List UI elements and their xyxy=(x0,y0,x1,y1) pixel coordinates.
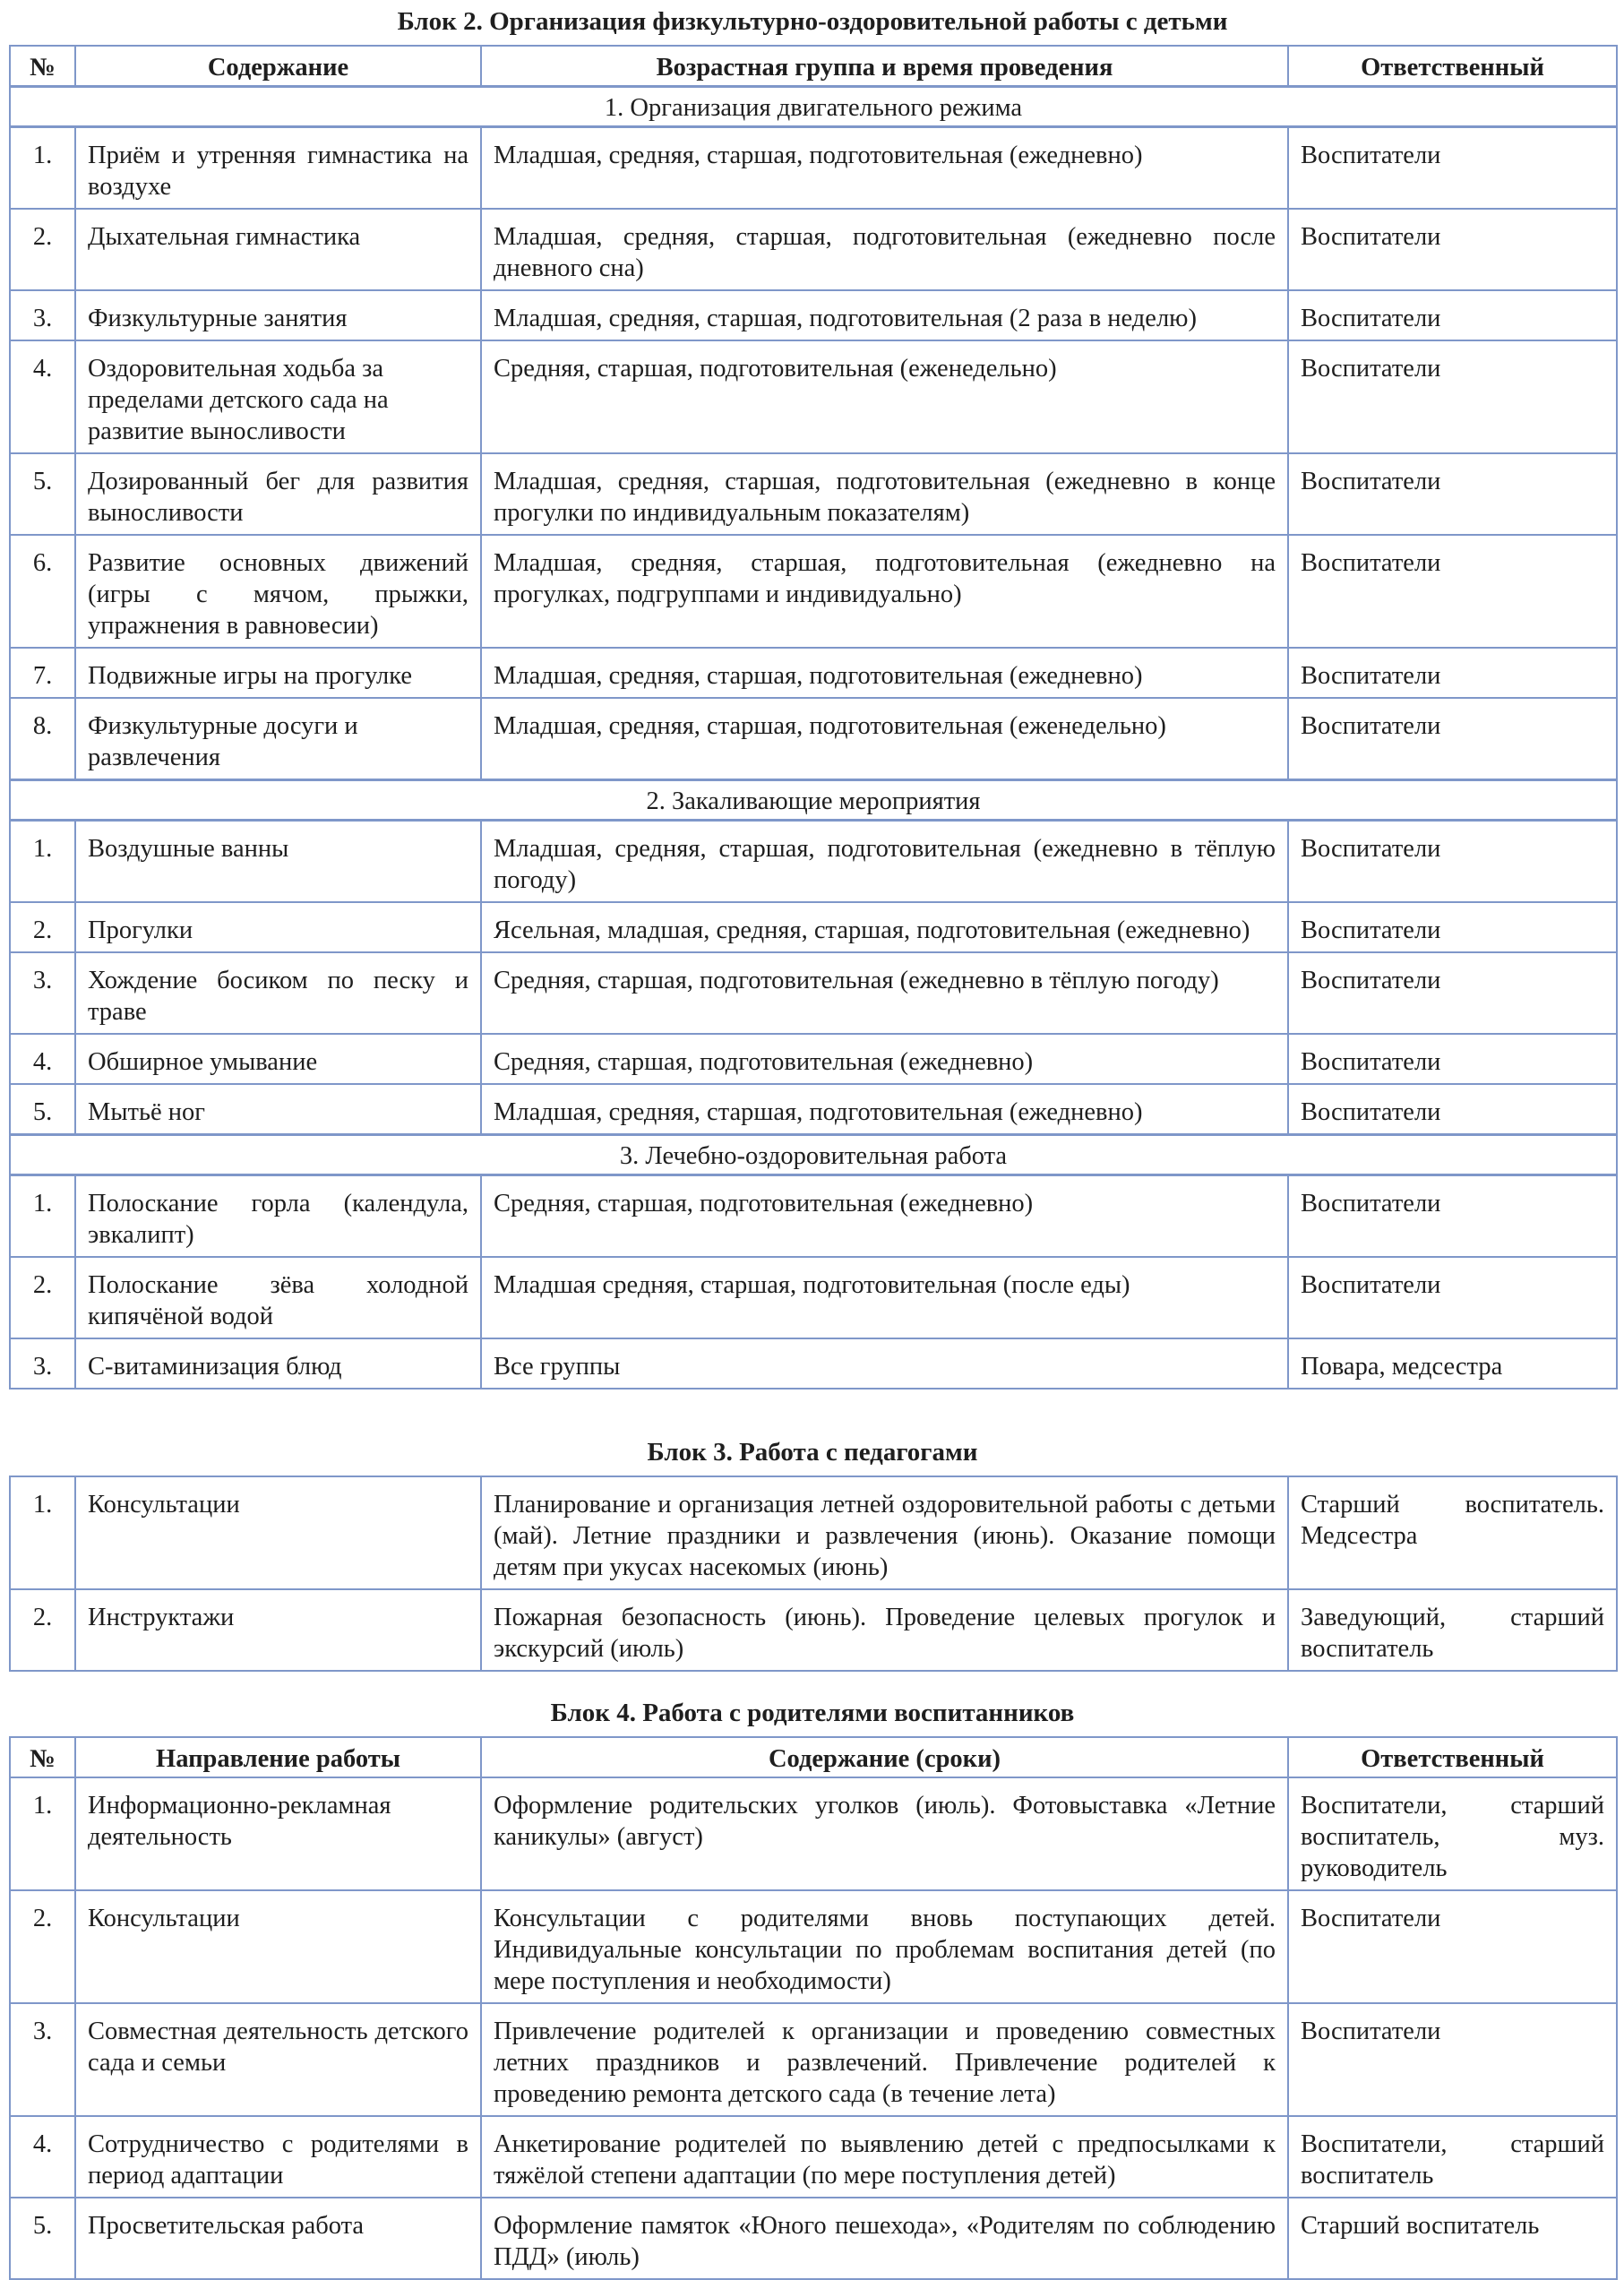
header-responsible: Ответственный xyxy=(1288,46,1617,87)
table-row xyxy=(10,340,1617,453)
row-age-group: Младшая, средняя, старшая, подготовительная (еженедельно) xyxy=(481,698,1288,780)
table-row xyxy=(10,1476,1617,1589)
row-content: Анкетирование родителей по выявлению детей с предпосылками к тяжёлой степени адаптации (по мере поступления детей) xyxy=(481,2116,1288,2198)
row-number: 4. xyxy=(10,340,75,453)
row-responsible: Воспитатели xyxy=(1288,698,1617,780)
row-number: 6. xyxy=(10,535,75,648)
table-row xyxy=(10,1175,1617,1258)
row-age-group: Младшая средняя, старшая, подготовительная (после еды) xyxy=(481,1257,1288,1338)
row-responsible: Воспитатели xyxy=(1288,1175,1617,1258)
row-content: Обширное умывание xyxy=(75,1034,481,1084)
row-responsible: Воспитатели xyxy=(1288,1084,1617,1135)
row-content: Оздоровительная ходьба за пределами детского сада на развитие выносливости xyxy=(75,340,481,453)
section-row xyxy=(10,87,1617,127)
row-number: 2. xyxy=(10,1890,75,2003)
row-content: Приём и утренняя гимнастика на воздухе xyxy=(75,127,481,210)
header-content-terms: Содержание (сроки) xyxy=(481,1737,1288,1777)
row-age-group: Младшая, средняя, старшая, подготовительная (ежедневно в конце прогулки по индивидуальным показателям) xyxy=(481,453,1288,535)
row-number: 2. xyxy=(10,902,75,952)
row-age-group: Младшая, средняя, старшая, подготовительная (ежедневно) xyxy=(481,127,1288,210)
section-row xyxy=(10,1135,1617,1175)
block4-table xyxy=(9,1736,1618,2280)
row-content: Мытьё ног xyxy=(75,1084,481,1135)
section-title: 3. Лечебно-оздоровительная работа xyxy=(10,1135,1617,1175)
table-row xyxy=(10,453,1617,535)
row-number: 4. xyxy=(10,2116,75,2198)
row-age-group: Средняя, старшая, подготовительная (ежедневно) xyxy=(481,1034,1288,1084)
table-row xyxy=(10,698,1617,780)
row-responsible: Воспитатели xyxy=(1288,1034,1617,1084)
table-row xyxy=(10,648,1617,698)
table-row xyxy=(10,290,1617,340)
table-row xyxy=(10,2003,1617,2116)
row-responsible: Воспитатели xyxy=(1288,127,1617,210)
row-age-group: Средняя, старшая, подготовительная (ежедневно в тёплую погоду) xyxy=(481,952,1288,1034)
table-row xyxy=(10,1084,1617,1135)
table-row xyxy=(10,821,1617,903)
table-row xyxy=(10,1338,1617,1389)
row-responsible: Старший воспитатель xyxy=(1288,2198,1617,2279)
row-number: 5. xyxy=(10,2198,75,2279)
row-responsible: Воспитатели xyxy=(1288,1890,1617,2003)
row-number: 1. xyxy=(10,127,75,210)
row-direction: Информационно-рекламная деятельность xyxy=(75,1777,481,1890)
row-direction: Совместная деятельность детского сада и семьи xyxy=(75,2003,481,2116)
row-responsible: Воспитатели xyxy=(1288,902,1617,952)
row-number: 3. xyxy=(10,2003,75,2116)
row-number: 2. xyxy=(10,1257,75,1338)
table-row xyxy=(10,1890,1617,2003)
row-number: 1. xyxy=(10,1476,75,1589)
row-responsible: Воспитатели xyxy=(1288,952,1617,1034)
row-responsible: Воспитатели xyxy=(1288,209,1617,290)
row-age-group: Младшая, средняя, старшая, подготовительная (ежедневно) xyxy=(481,648,1288,698)
row-responsible: Воспитатели xyxy=(1288,2003,1617,2116)
table-row xyxy=(10,952,1617,1034)
row-number: 3. xyxy=(10,1338,75,1389)
row-number: 1. xyxy=(10,1777,75,1890)
row-content: Привлечение родителей к организации и проведению совместных летних праздников и развлечений. Привлечение родителей к проведению ремонта детского сада (в течение лета) xyxy=(481,2003,1288,2116)
row-number: 2. xyxy=(10,1589,75,1671)
row-content: Физкультурные досуги и развлечения xyxy=(75,698,481,780)
row-responsible: Воспитатели xyxy=(1288,821,1617,903)
row-age-group: Младшая, средняя, старшая, подготовительная (ежедневно) xyxy=(481,1084,1288,1135)
row-content: Консультации xyxy=(75,1476,481,1589)
row-content: Инструктажи xyxy=(75,1589,481,1671)
row-content: Хождение босиком по песку и траве xyxy=(75,952,481,1034)
block4-title: Блок 4. Работа с родителями воспитанников xyxy=(550,1699,1075,1727)
row-number: 4. xyxy=(10,1034,75,1084)
row-content: Физкультурные занятия xyxy=(75,290,481,340)
table-row xyxy=(10,1034,1617,1084)
row-direction: Просветительская работа xyxy=(75,2198,481,2279)
row-content: Консультации с родителями вновь поступающих детей. Индивидуальные консультации по проблемам воспитания детей (по мере поступления и необходимости) xyxy=(481,1890,1288,2003)
row-number: 3. xyxy=(10,952,75,1034)
header-direction: Направление работы xyxy=(75,1737,481,1777)
row-responsible: Воспитатели xyxy=(1288,535,1617,648)
table-header-row xyxy=(10,1737,1617,1777)
row-age-group: Средняя, старшая, подготовительная (еженедельно) xyxy=(481,340,1288,453)
table-row xyxy=(10,535,1617,648)
table-row xyxy=(10,127,1617,210)
row-responsible: Воспитатели, старший воспитатель, муз. руководитель xyxy=(1288,1777,1617,1890)
header-number: № xyxy=(10,46,75,87)
row-responsible: Старший воспитатель. Медсестра xyxy=(1288,1476,1617,1589)
row-responsible: Воспитатели xyxy=(1288,1257,1617,1338)
row-responsible: Воспитатели xyxy=(1288,648,1617,698)
block2-table xyxy=(9,45,1618,1390)
row-age-group: Младшая, средняя, старшая, подготовительная (ежедневно после дневного сна) xyxy=(481,209,1288,290)
table-row xyxy=(10,209,1617,290)
row-content: Дыхательная гимнастика xyxy=(75,209,481,290)
row-content: Воздушные ванны xyxy=(75,821,481,903)
table-row xyxy=(10,1257,1617,1338)
row-number: 2. xyxy=(10,209,75,290)
row-number: 7. xyxy=(10,648,75,698)
row-number: 5. xyxy=(10,453,75,535)
section-title: 2. Закаливающие мероприятия xyxy=(10,780,1617,821)
row-details: Планирование и организация летней оздоровительной работы с детьми (май). Летние праздники и развлечения (июнь). Оказание помощи детям при укусах насекомых (июнь) xyxy=(481,1476,1288,1589)
row-number: 8. xyxy=(10,698,75,780)
row-content: Подвижные игры на прогулке xyxy=(75,648,481,698)
row-age-group: Младшая, средняя, старшая, подготовительная (ежедневно на прогулках, подгруппами и индивидуально) xyxy=(481,535,1288,648)
block3-table xyxy=(9,1476,1618,1672)
row-details: Пожарная безопасность (июнь). Проведение целевых прогулок и экскурсий (июль) xyxy=(481,1589,1288,1671)
header-content: Содержание xyxy=(75,46,481,87)
table-row xyxy=(10,2198,1617,2279)
row-direction: Консультации xyxy=(75,1890,481,2003)
row-age-group: Младшая, средняя, старшая, подготовительная (2 раза в неделю) xyxy=(481,290,1288,340)
row-responsible: Воспитатели xyxy=(1288,453,1617,535)
row-responsible: Заведующий, старший воспитатель xyxy=(1288,1589,1617,1671)
table-row xyxy=(10,1589,1617,1671)
row-age-group: Младшая, средняя, старшая, подготовительная (ежедневно в тёплую погоду) xyxy=(481,821,1288,903)
row-number: 1. xyxy=(10,821,75,903)
block2-title: Блок 2. Организация физкультурно-оздоровительной работы с детьми xyxy=(397,7,1228,36)
table-row xyxy=(10,1777,1617,1890)
row-content: Дозированный бег для развития выносливости xyxy=(75,453,481,535)
header-responsible: Ответственный xyxy=(1288,1737,1617,1777)
section-row xyxy=(10,780,1617,821)
header-age-group-time: Возрастная группа и время проведения xyxy=(481,46,1288,87)
row-content: Оформление родительских уголков (июль). Фотовыставка «Летние каникулы» (август) xyxy=(481,1777,1288,1890)
row-responsible: Повара, медсестра xyxy=(1288,1338,1617,1389)
row-direction: Сотрудничество с родителями в период адаптации xyxy=(75,2116,481,2198)
row-content: Прогулки xyxy=(75,902,481,952)
row-responsible: Воспитатели, старший воспитатель xyxy=(1288,2116,1617,2198)
row-content: С-витаминизация блюд xyxy=(75,1338,481,1389)
document-page xyxy=(9,0,1616,2280)
row-age-group: Средняя, старшая, подготовительная (ежедневно) xyxy=(481,1175,1288,1258)
row-number: 1. xyxy=(10,1175,75,1258)
row-responsible: Воспитатели xyxy=(1288,290,1617,340)
table-row xyxy=(10,2116,1617,2198)
row-number: 3. xyxy=(10,290,75,340)
row-content: Полоскание зёва холодной кипячёной водой xyxy=(75,1257,481,1338)
row-age-group: Все группы xyxy=(481,1338,1288,1389)
row-content: Развитие основных движений (игры с мячом, прыжки, упражнения в равновесии) xyxy=(75,535,481,648)
row-responsible: Воспитатели xyxy=(1288,340,1617,453)
block3-title: Блок 3. Работа с педагогами xyxy=(647,1438,978,1467)
header-number: № xyxy=(10,1737,75,1777)
row-age-group: Ясельная, младшая, средняя, старшая, подготовительная (ежедневно) xyxy=(481,902,1288,952)
row-content: Полоскание горла (календула, эвкалипт) xyxy=(75,1175,481,1258)
section-title: 1. Организация двигательного режима xyxy=(10,87,1617,127)
row-content: Оформление памяток «Юного пешехода», «Родителям по соблюдению ПДД» (июль) xyxy=(481,2198,1288,2279)
table-header-row xyxy=(10,46,1617,87)
row-number: 5. xyxy=(10,1084,75,1135)
table-row xyxy=(10,902,1617,952)
